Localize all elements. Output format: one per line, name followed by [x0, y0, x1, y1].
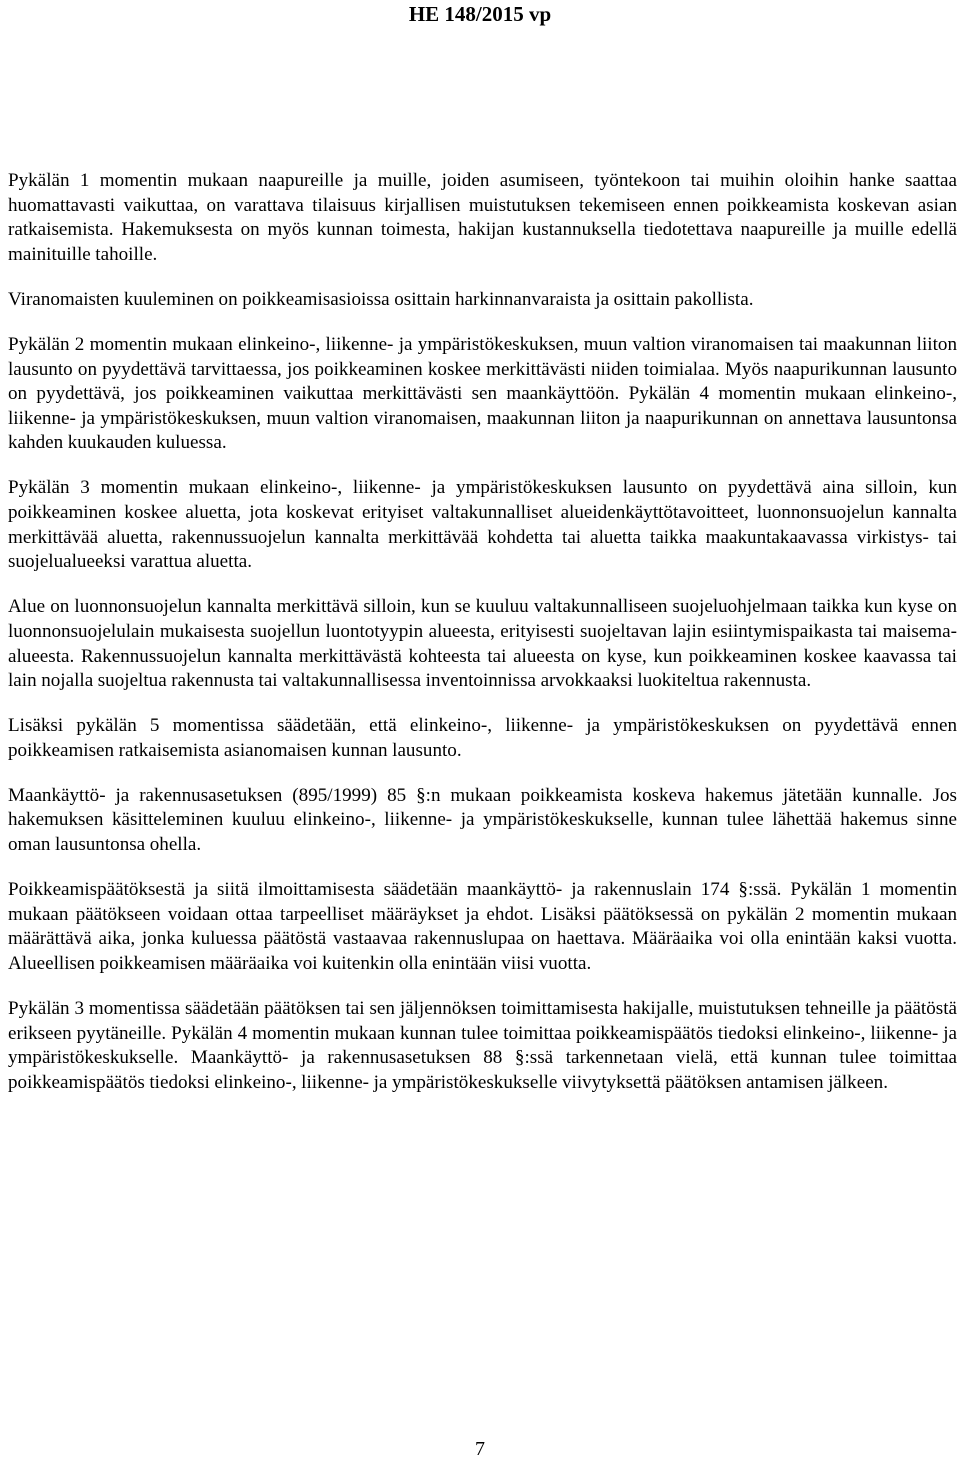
paragraph-viranomaisten-kuuleminen: Viranomaisten kuuleminen on poikkeamisasioissa osittain harkinnanvaraista ja osittain pakollista. [8, 288, 754, 310]
paragraph-174-pykala: Poikkeamispäätöksestä ja siitä ilmoittamisesta säädetään maankäyttö- ja rakennuslain 174 §:ssä. Pykälän 1 momentin mukaan päätökseen voidaan ottaa tarpeelliset määräykset ja ehdot. Lisäksi päätöksessä on pykälän 2 momentin mukaan määrättävä aika, jonka kuluessa päätöstä vastaavaa rakennuslupaa on haettava. Määräaika voi olla enintään kaksi vuotta. Alueellisen poikkeamisen määräaika voi kuitenkin olla enintään viisi vuotta. [8, 879, 957, 974]
page-number: 7 [475, 1438, 485, 1460]
paragraph-5-momentti: Lisäksi pykälän 5 momentissa säädetään, että elinkeino-, liikenne- ja ympäristökeskuksen on pyydettävä ennen poikkeamisen ratkaisemista asianomaisen kunnan lausunto. [8, 715, 957, 761]
paragraph-asetus-85: Maankäyttö- ja rakennusasetuksen (895/1999) 85 §:n mukaan poikkeamista koskeva hakemus jätetään kunnalle. Jos hakemuksen käsitteleminen kuuluu elinkeino-, liikenne- ja ympäristökeskukselle, kunnan tulee lähettää hakemus sinne oman lausuntonsa ohella. [8, 784, 957, 856]
paragraph-paatoksen-toimittaminen: Pykälän 3 momentissa säädetään päätöksen tai sen jäljennöksen toimittamisesta hakijalle, muistutuksen tehneille ja päätöstä erikseen pyytäneille. Pykälän 4 momentin mukaan kunnan tulee toimittaa poikkeamispäätös tiedoksi elinkeino-, liikenne- ja ympäristökeskukselle. Maankäyttö- ja rakennusasetuksen 88 §:ssä tarkennetaan vielä, että kunnan tulee toimittaa poikkeamispäätös tiedoksi elinkeino-, liikenne- ja ympäristökeskukselle viivytyksettä päätöksen antamisen jälkeen. [8, 998, 957, 1093]
document-body [8, 169, 957, 1116]
paragraph-2-momentti: Pykälän 2 momentin mukaan elinkeino-, liikenne- ja ympäristökeskuksen, muun valtion viranomaisen tai maakunnan liiton lausunto on pyydettävä tarvittaessa, jos poikkeaminen koskee merkittävästi niiden toimialaa. Myös naapurikunnan lausunto on pyydettävä, jos poikkeaminen vaikuttaa merkittävästi sen maankäyttöön. Pykälän 4 momentin mukaan elinkeino-, liikenne- ja ympäristökeskuksen, muun valtion viranomaisen, maakunnan liiton ja naapurikunnan on annettava lausuntonsa kahden kuukauden kuluessa. [8, 333, 957, 454]
document-header: HE 148/2015 vp [408, 2, 552, 26]
paragraph-luonnonsuojelu: Alue on luonnonsuojelun kannalta merkittävä silloin, kun se kuuluu valtakunnalliseen suojeluohjelmaan taikka kun kyse on luonnonsuojelulain mukaisesta suojellun luontotyypin alueesta, erityisesti suojeltavan lajin esiintymispaikasta tai maisema-alueesta. Rakennussuojelun kannalta merkittävästä kohteesta tai alueesta on kyse, kun poikkeaminen koskee kaavassa tai lain nojalla suojeltua rakennusta tai valtakunnallisessa inventoinnissa arvokkaaksi luokiteltua rakennusta. [8, 596, 957, 692]
paragraph-3-momentti: Pykälän 3 momentin mukaan elinkeino-, liikenne- ja ympäristökeskuksen lausunto on pyydettävä aina silloin, kun poikkeaminen koskee aluetta, jota koskevat erityiset valtakunnalliset alueidenkäyttötavoitteet, luonnonsuojelun kannalta merkittävää aluetta, rakennussuojelun kannalta merkittävää kohdetta tai aluetta taikka maakuntakaavassa virkistys- tai suojelualueeksi varattua aluetta. [8, 477, 957, 573]
paragraph-naapurien-kuuleminen: Pykälän 1 momentin mukaan naapureille ja muille, joiden asumiseen, työntekoon tai muihin oloihin hanke saattaa huomattavasti vaikuttaa, on varattava tilaisuus kirjallisen muistutuksen tekemiseen ennen poikkeamista koskevan asian ratkaisemista. Hakemuksesta on myös kunnan toimesta, hakijan kustannuksella tiedotettava naapureille ja muille edellä mainituille tahoille. [8, 170, 957, 265]
